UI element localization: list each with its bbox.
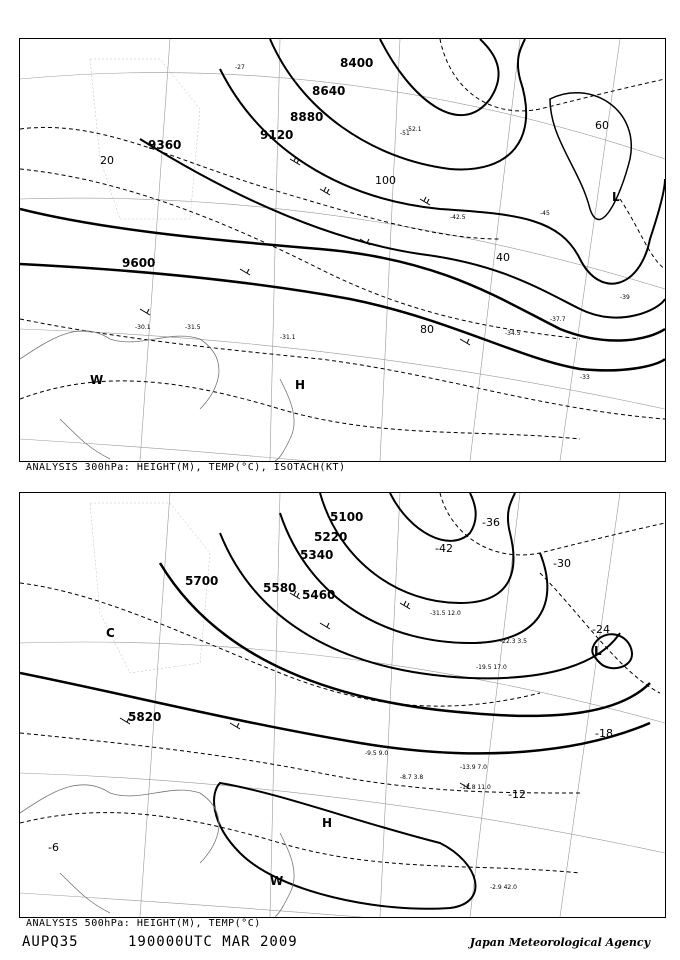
height-label-8880: 8880	[290, 110, 324, 124]
height-contours-500	[20, 493, 650, 909]
temp-label-minus36: -36	[482, 516, 500, 529]
obs-sample-6: -8.7 3.8	[400, 774, 424, 781]
high-pressure-marker-500: H	[322, 816, 333, 830]
temp-sample-3: -42.5	[450, 214, 466, 221]
height-label-5580: 5580	[263, 581, 297, 595]
temp-sample-5: -37.7	[550, 316, 566, 323]
height-label-5220: 5220	[314, 530, 348, 544]
mountain-hatch-300	[90, 59, 200, 219]
height-label-5340: 5340	[300, 548, 334, 562]
agency-name: Japan Meteorological Agency	[469, 936, 650, 949]
height-label-5460: 5460	[302, 588, 336, 602]
height-label-5700: 5700	[185, 574, 219, 588]
obs-sample-0: -31.5 12.0	[430, 610, 461, 617]
analysis-time: 190000UTC MAR 2009	[128, 934, 298, 950]
temp-label-minus6: -6	[48, 841, 59, 854]
isotach-label-60: 60	[595, 119, 609, 132]
temp-sample-2: -45	[540, 210, 550, 217]
obs-sample-2: -19.5 17.0	[476, 664, 507, 671]
low-pressure-marker: L	[612, 190, 620, 204]
obs-sample-7: -2.9 42.0	[490, 884, 517, 891]
graticule-300	[20, 39, 665, 461]
chart-500hpa	[19, 492, 666, 918]
temp-sample-1: -52.1	[406, 126, 422, 133]
obs-sample-1: -22.3 3.5	[500, 638, 527, 645]
obs-sample-5: -9.5 9.0	[365, 750, 389, 757]
isotach-label-20: 20	[100, 154, 114, 167]
isotach-label-40: 40	[496, 251, 510, 264]
temp-label-minus12: -12	[508, 788, 526, 801]
temp-sample-0: -51	[400, 130, 410, 137]
high-pressure-marker: H	[295, 378, 306, 392]
coastline-500	[20, 785, 294, 917]
temp-sample-6: -34.5	[505, 330, 521, 337]
height-label-9600: 9600	[122, 256, 156, 270]
cold-marker-500: C	[106, 626, 115, 640]
isotach-label-100: 100	[375, 174, 396, 187]
temp-sample-7: -33	[580, 374, 590, 381]
mountain-hatch-500	[90, 503, 210, 673]
temp-sample-8: -31.5	[185, 324, 201, 331]
warm-marker: W	[90, 373, 104, 387]
chart-300hpa	[19, 38, 666, 462]
caption-300hpa: ANALYSIS 300hPa: HEIGHT(M), TEMP(°C), ISOTACH(KT)	[26, 462, 346, 473]
temp-sample-9: -31.1	[280, 334, 296, 341]
temp-sample-4: -39	[620, 294, 630, 301]
obs-sample-4: -12.8 11.0	[460, 784, 491, 791]
height-label-8640: 8640	[312, 84, 346, 98]
low-pressure-marker-500: L	[594, 644, 602, 658]
map-500hpa-svg	[20, 493, 665, 917]
warm-marker-500: W	[270, 874, 284, 888]
wind-barbs-500	[120, 591, 470, 789]
temp-label-minus18: -18	[595, 727, 613, 740]
height-label-8400: 8400	[340, 56, 374, 70]
obs-sample-3: -13.9 7.0	[460, 764, 487, 771]
isotach-label-80: 80	[420, 323, 434, 336]
chart-code: AUPQ35	[22, 934, 79, 950]
height-label-5100: 5100	[330, 510, 364, 524]
temp-sample-11: -27	[235, 64, 245, 71]
map-300hpa-svg	[20, 39, 665, 461]
isotach-contours-300	[20, 39, 665, 439]
height-label-9120: 9120	[260, 128, 294, 142]
temp-label-minus30: -30	[553, 557, 571, 570]
temp-label-minus42: -42	[435, 542, 453, 555]
caption-500hpa: ANALYSIS 500hPa: HEIGHT(M), TEMP(°C)	[26, 918, 261, 929]
temp-sample-10: -30.1	[135, 324, 151, 331]
temp-label-minus24: -24	[592, 623, 610, 636]
height-label-5820: 5820	[128, 710, 162, 724]
height-label-9360: 9360	[148, 138, 182, 152]
